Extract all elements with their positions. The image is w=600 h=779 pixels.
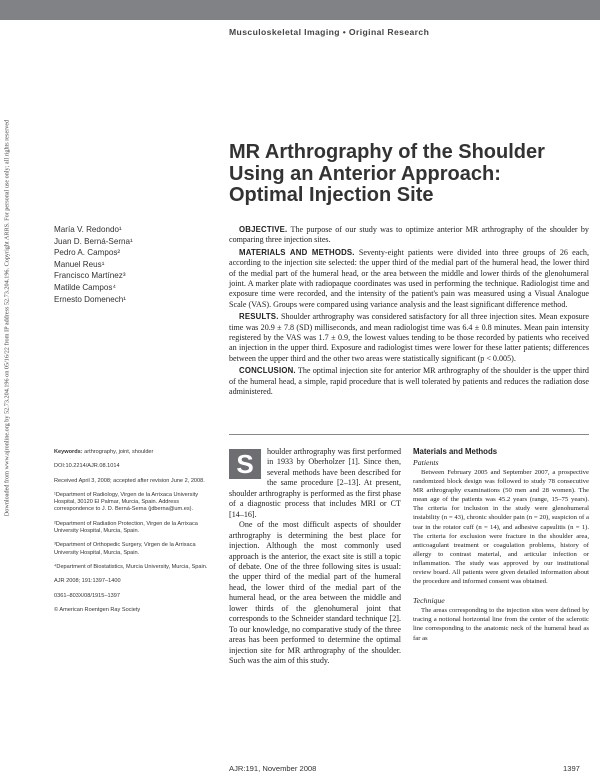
- subsection-heading: Patients: [413, 458, 439, 467]
- abstract-text: The purpose of our study was to optimize anterior MR arthrography of the shoulder by comparing three injection sites.: [229, 225, 589, 245]
- title-line: Optimal Injection Site: [229, 184, 434, 206]
- abstract: [229, 225, 589, 400]
- author: Juan D. Berná-Serna¹: [54, 236, 133, 246]
- affiliation: ¹Department of Radiology, Virgen de la Arrixaca University Hospital, 30120 El Palmar, Murcia, Spain. Address correspondence to J. D. Berná-Serna (jdberna@um.es).: [54, 491, 199, 513]
- download-notice-text: Downloaded from www.ajronline.org by 52.73.204.196 on 05/16/22 from IP address 52.73.204.196. Copyright ARRS. For personal use only; all rights reserved: [3, 119, 11, 517]
- received-date: Received April 3, 2008; accepted after revision June 2, 2008.: [54, 477, 205, 484]
- title-line: MR Arthrography of the Shoulder: [229, 141, 545, 163]
- author: Matilde Campos⁴: [54, 282, 116, 292]
- abstract-label: CONCLUSION.: [239, 366, 296, 376]
- author: Ernesto Domenech¹: [54, 294, 126, 304]
- journal-section-label: Musculoskeletal Imaging • Original Research: [229, 27, 430, 37]
- author: Manuel Reus¹: [54, 259, 105, 269]
- citation: AJR 2008; 191:1397–1400: [54, 578, 121, 585]
- affiliation: ²Department of Radiation Protection, Virgen de la Arrixaca University Hospital, Murcia, Spain.: [54, 520, 198, 535]
- title-line: Using an Anterior Approach:: [229, 162, 501, 185]
- intro-paragraph: [229, 447, 401, 520]
- page-number: 1397: [563, 764, 580, 773]
- abstract-results: [229, 312, 589, 364]
- section-heading: Materials and Methods: [413, 447, 498, 456]
- copyright: © American Roentgen Ray Society: [54, 606, 141, 613]
- header-bar: [0, 0, 600, 20]
- author: Francisco Martínez³: [54, 271, 126, 281]
- keywords-value: arthrography, joint, shoulder: [84, 449, 154, 455]
- article-metadata: [54, 449, 214, 621]
- abstract-label: RESULTS.: [239, 312, 279, 322]
- intro-paragraph: One of the most difficult aspects of shoulder arthrography is determining the best place for injection. Although the most commonly used approach is the anterior, the exact site is still a topic of debate. One of the three following sites is usual: the upper third of the medial part of the humeral head, the lower third of the medial part of the humeral head, or the area between the middle and lower thirds of the glenohumeral joint that corresponds to the Schneider standard technique [2]. To our knowledge, no comparative study of the three areas has been performed to determine the optimal injection site for MR arthrography of the shoulder. Such was the aim of this study.: [229, 520, 401, 666]
- section-divider: [229, 434, 589, 435]
- author: Pedro A. Campos²: [54, 248, 121, 258]
- issn: 0361–803X/08/1915–1397: [54, 592, 120, 599]
- abstract-methods: [229, 248, 589, 310]
- technique-paragraph: The areas corresponding to the injection sites were defined by tracing a notional horizontal line from the center of the sclerotic line corresponding to the anatomic neck of the humeral head as far as: [413, 607, 589, 642]
- abstract-label: OBJECTIVE.: [239, 225, 288, 234]
- drop-cap: S: [229, 449, 261, 479]
- affiliation: ⁴Department of Biostatistics, Murcia University, Murcia, Spain.: [54, 563, 208, 570]
- subsection-heading: Technique: [413, 596, 445, 606]
- article-title: [229, 142, 589, 207]
- abstract-label: MATERIALS AND METHODS.: [239, 247, 355, 257]
- body-column-methods: [413, 447, 589, 643]
- abstract-text: The optimal injection site for anterior MR arthrography of the shoulder is the upper third of the humeral head, a simple, rapid procedure that is well tolerated by patients and reduces the radiation dose administered.: [229, 366, 589, 397]
- abstract-objective: [229, 225, 589, 246]
- author: María V. Redondo¹: [54, 225, 122, 234]
- doi: DOI:10.2214/AJR.08.1014: [54, 463, 120, 470]
- author-list: [54, 224, 214, 305]
- patients-paragraph: Between February 2005 and September 2007, a prospective randomized block design was followed to study 78 consecutive MR arthrography examinations (50 men and 28 women). The mean age of the patients was 45.2 years (range, 15–75 years). The criteria for inclusion in the study were glenohumeral instability (n = 43), chronic shoulder pain (n = 20), suspicion of a tear in the rotator cuff (n = 14), and adhesive capsulitis (n = 1). The criteria for exclusion were fracture in the shoulder area, anticoagulant treatment or coagulation problems, history of allergy to contrast material, and articular infection or inflammation. The study was approved by our institutional review board. All patients were given detailed information about the procedure and informed consent was obtained.: [413, 469, 589, 586]
- download-notice: [0, 12, 14, 624]
- footer-journal: AJR:191, November 2008: [229, 764, 317, 773]
- keywords: [54, 449, 214, 456]
- affiliation: ³Department of Orthopedic Surgery, Virgen de la Arrixaca University Hospital, Murcia, Spain.: [54, 542, 196, 556]
- abstract-text: Seventy-eight patients were divided into three groups of 26 each, according to the injection site selected: the upper third of the medial part of the humeral head, the lower third of the medial part of the humeral head, or the area between the middle and lower thirds of the glenohumeral joint. A marker plate with radiopaque coordinates was used in performing the technique. Radiologist time and exposure time were recorded, and the intensity of the patient's pain was measured using a Visual Analogue Scale (VAS). Groups were compared using variance analysis and the least significant difference method.: [229, 247, 589, 309]
- intro-text: houlder arthrography was first performed in 1933 by Oberholzer [1]. Since then, several methods have been described for the same procedure [2–13]. At present, shoulder arthrography is performed as the first phase of a diagnostic process that includes MRI or CT [14–16].: [229, 447, 401, 519]
- keywords-label: Keywords:: [54, 449, 83, 455]
- abstract-text: Shoulder arthrography was considered satisfactory for all three injection sites. Mean exposure time was 20.9 ± 7.8 (SD) milliseconds, and mean radiologist time was 6.4 ± 0.8 minutes. Mean pain intensity registered by the VAS was 1.7 ± 0.9, the lowest values tending to be those recorded by patients who received an injection in the upper third. Exposure and radiologist times were lower for these latter patients; differences between the upper third and the other two areas were statistically significant (p < 0.005).: [229, 312, 589, 363]
- abstract-conclusion: [229, 366, 589, 397]
- body-column-intro: [229, 447, 401, 667]
